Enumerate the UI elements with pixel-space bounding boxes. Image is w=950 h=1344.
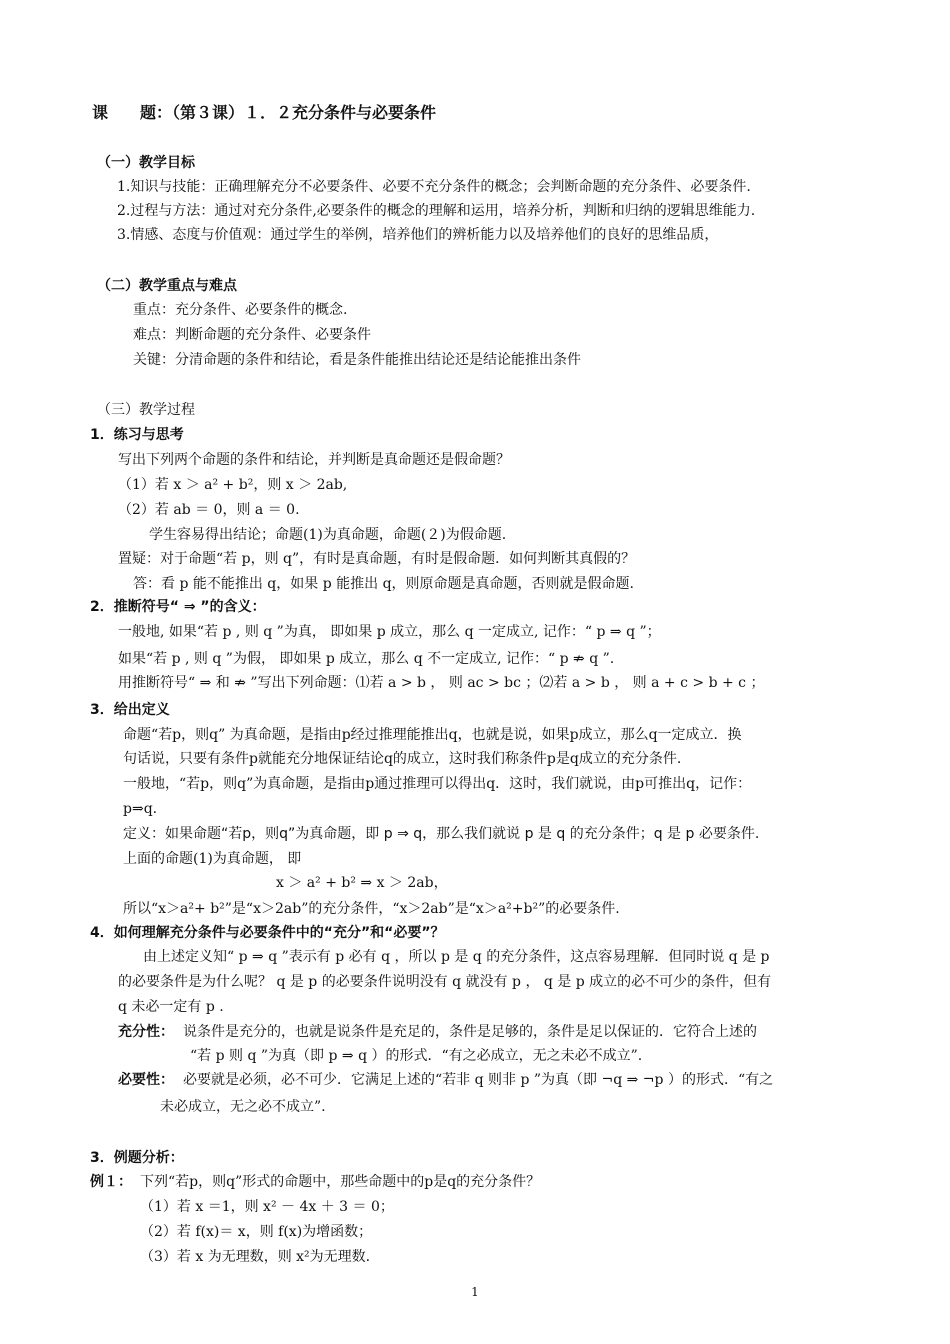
understanding-line: 的必要条件是为什么呢？ q 是 p 的必要条件说明没有 q 就没有 p ， q 是 p 成立的必不可少的条件，但有 — [118, 974, 772, 990]
necessity-line: 必要就是必须，必不可少．它满足上述的“若非 q 则非 p ”为真（即 ¬q ⇒ ¬p ）的形式．“有之 — [183, 1072, 774, 1088]
part-heading-understanding: 4．如何理解充分条件与必要条件中的“充分”和“必要”？ — [90, 925, 445, 941]
lesson-title: 课 题：（第３课）１．２充分条件与必要条件 — [92, 103, 437, 122]
example-item: （1）若 x ＝1，则 x² － 4x ＋ 3 ＝ 0； — [140, 1199, 394, 1215]
sufficiency-line: 说条件是充分的，也就是说条件是充足的，条件是足够的，条件是足以保证的．它符合上述的 — [183, 1024, 757, 1040]
section-heading-keypoints: （二）教学重点与难点 — [97, 278, 237, 294]
sufficiency-label: 充分性： — [118, 1024, 174, 1040]
definition-line: 句话说，只要有条件p就能充分地保证结论q的成立，这时我们称条件p是q成立的充分条件. — [123, 751, 682, 767]
definition-line: 上面的命题(1)为真命题， 即 — [123, 851, 302, 867]
section-heading-process: （三）教学过程 — [97, 402, 195, 418]
objective-item: 3.情感、态度与价值观：通过学生的举例，培养他们的辨析能力以及培养他们的良好的思维品质， — [117, 227, 719, 243]
practice-line: 写出下列两个命题的条件和结论，并判断是真命题还是假命题？ — [118, 452, 510, 468]
example-text: 下列“若p，则q”形式的命题中，那些命题中的p是q的充分条件？ — [140, 1174, 541, 1190]
objective-item: 1.知识与技能：正确理解充分不必要条件、必要不充分条件的概念；会判断命题的充分条件、必要条件. — [117, 179, 751, 195]
necessity-line: 未必成立，无之必不成立”. — [160, 1099, 326, 1115]
keypoint-item: 关键：分清命题的条件和结论，看是条件能推出结论还是结论能推出条件 — [133, 352, 581, 368]
implication-line: 用推断符号“ ⇒ 和 ⇏ ”写出下列命题：⑴若 a > b ， 则 ac > bc ；⑵若 a > b ， 则 a + c > b + c ； — [118, 675, 765, 691]
understanding-line: q 未必一定有 p . — [118, 999, 224, 1015]
practice-line: （2）若 ab ＝ 0，则 a ＝ 0. — [118, 502, 300, 518]
understanding-line: 由上述定义知“ p ⇒ q ”表示有 p 必有 q ，所以 p 是 q 的充分条件，这点容易理解．但同时说 q 是 p — [143, 949, 770, 965]
section-heading-objectives: （一）教学目标 — [97, 155, 195, 171]
example-label: 例１： — [90, 1174, 132, 1190]
part-heading-implication: 2．推断符号“ ⇒ ”的含义： — [90, 599, 266, 615]
practice-line: 答：看 p 能不能推出 q，如果 p 能推出 q，则原命题是真命题，否则就是假命题. — [133, 576, 634, 592]
example-item: （2）若 f(x)＝ x，则 f(x)为增函数； — [140, 1224, 373, 1240]
example-item: （3）若 x 为无理数，则 x²为无理数. — [140, 1249, 371, 1265]
part-heading-examples: 3．例题分析： — [90, 1150, 184, 1166]
sufficiency-line: “若 p 则 q ”为真（即 p ⇒ q ）的形式．“有之必成立，无之未必不成立”. — [190, 1048, 643, 1064]
practice-line: 置疑：对于命题“若 p，则 q”，有时是真命题，有时是假命题．如何判断其真假的？ — [118, 551, 636, 567]
keypoint-item: 难点：判断命题的充分条件、必要条件 — [133, 327, 371, 343]
implication-line: 如果“若 p , 则 q ”为假， 即如果 p 成立，那么 q 不一定成立, 记作：“ p ⇏ q ”. — [118, 651, 615, 667]
definition-line: 所以“x＞a²+ b²”是“x＞2ab”的充分条件，“x＞2ab”是“x＞a²+b²”的必要条件. — [123, 901, 620, 917]
practice-line: （1）若 x ＞ a² + b²，则 x ＞ 2ab, — [118, 477, 348, 493]
part-heading-definition: 3．给出定义 — [90, 702, 170, 718]
definition-line: 定义：如果命题“若p，则q”为真命题，即 p ⇒ q，那么我们就说 p 是 q 的充分条件；q 是 p 必要条件. — [123, 826, 760, 842]
necessity-label: 必要性： — [118, 1072, 174, 1088]
definition-line: 一般地，“若p，则q”为真命题，是指由p通过推理可以得出q．这时，我们就说，由p可推出q，记作： — [123, 776, 752, 792]
implication-line: 一般地, 如果“若 p , 则 q ”为真， 即如果 p 成立，那么 q 一定成立, 记作：“ p ⇒ q ”； — [118, 624, 661, 640]
practice-line: 学生容易得出结论；命题(1)为真命题，命题(２)为假命题. — [149, 527, 507, 543]
definition-line: p⇒q. — [123, 801, 158, 817]
part-heading-practice: 1．练习与思考 — [90, 427, 184, 443]
definition-line: 命题“若p，则q” 为真命题，是指由p经过推理能推出q，也就是说，如果p成立，那么q一定成立．换 — [123, 727, 742, 743]
definition-formula: x ＞ a² + b² ⇒ x ＞ 2ab， — [276, 875, 448, 891]
objective-item: 2.过程与方法：通过对充分条件,必要条件的概念的理解和运用，培养分析，判断和归纳的逻辑思维能力. — [117, 203, 756, 219]
keypoint-item: 重点：充分条件、必要条件的概念. — [133, 302, 348, 318]
page-number: 1 — [471, 1285, 479, 1299]
